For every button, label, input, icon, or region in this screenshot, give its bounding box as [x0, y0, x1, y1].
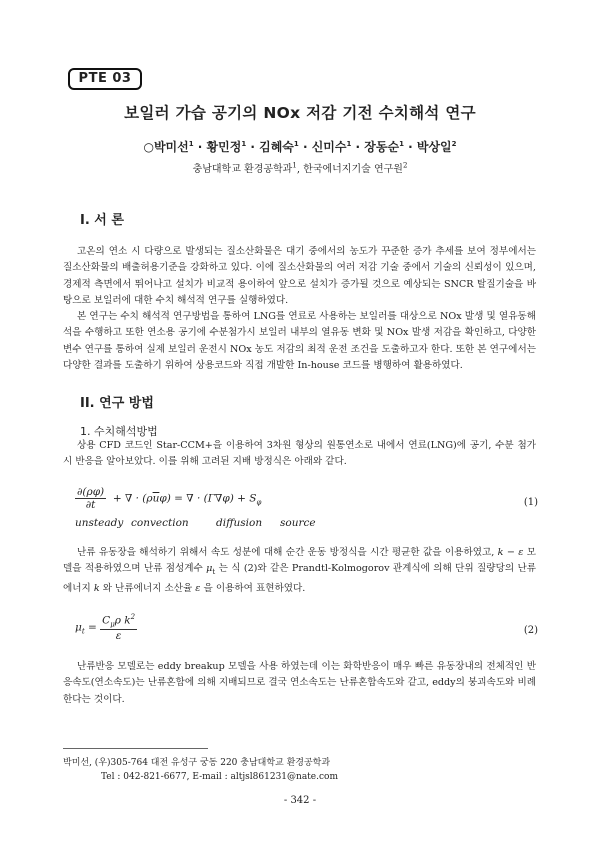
p2-text-i: 을 이용하여 표현하였다. — [200, 582, 306, 594]
footnote-contact: Tel : 042-821-6677, E-mail : altjsl861231@nate.com — [101, 772, 338, 782]
methods-paragraph-2 — [63, 545, 536, 597]
k-symbol: k — [93, 582, 100, 594]
equation-2: $\mu_t$ = $\frac{C_\mu\rho k^2}{\varepsilon}$ — [75, 613, 136, 642]
author-sep: · — [246, 140, 260, 154]
intro-paragraph-2: 본 연구는 수치 해석적 연구방법을 통하여 LNG를 연료로 사용하는 보일러를 대상으로 NOx 발생 및 열유동해석을 수행하고 또한 연소용 공기에 수분첨가시 보일러 내부의 열유동 변화 및 NOx 발생 저감을 확인하고, 다양한 변수 연구를 통하여 실제 보일러 운전시 NOx 농도 저감의 최적 운전 조건을 도출하고자 한다. 또한 본 연구에서는 다양한 결과를 도출하기 위하여 상용코드와 직접 개발한 In-house 코드를 병행하여 활용하였다. — [63, 311, 536, 372]
author-2: 황민정 — [206, 140, 242, 154]
affiliation-1-sup: 1 — [292, 161, 297, 170]
intro-paragraph-1: 고온의 연소 시 다량으로 발생되는 질소산화물은 대기 중에서의 농도가 꾸준한 증가 추세를 보여 정부에서는 질소산화물의 배출허용기준을 강화하고 있다. 이에 질소산화물의 여러 저감 기술 중에서 기술의 신뢰성이 있으며, 경제적 측면에서 뛰어나고 설치가 비교적 용이하여 앞으로 설치가 증가될 것으로 예상되는 SNCR 탈질기술을 바탕으로 보일러에 대한 수치 해석적 연구를 실행하였다. — [63, 246, 536, 307]
equation-1: $\frac{\partial(\rho\varphi)}{\partial t}$ + ∇ · $(\rho\overline{u}\varphi)$ = ∇ · $(\Gamma\nabla\varphi) + S_\varphi$ — [77, 486, 262, 511]
author-6-sup: 2 — [451, 140, 457, 148]
author-2-sup: 1 — [241, 140, 247, 148]
author-sep: · — [403, 140, 417, 154]
author-sep: · — [193, 140, 207, 154]
affiliation-2-sup: 2 — [402, 161, 408, 170]
label-source: source — [280, 517, 316, 529]
author-1: 박미선 — [153, 140, 189, 154]
author-3-sup: 1 — [293, 140, 299, 148]
epsilon-symbol: ε — [195, 582, 201, 594]
equation-2-number: (2) — [523, 625, 538, 636]
presenter-marker: ○ — [143, 140, 154, 154]
k-epsilon-symbol: k − ε — [497, 547, 524, 558]
affiliation-2: , 한국에너지기술 연구원 — [296, 164, 403, 175]
mu-symbol: μ — [206, 563, 213, 575]
page-number: - 342 - — [283, 795, 317, 806]
equation-1-number: (1) — [523, 497, 538, 508]
author-list — [0, 138, 600, 155]
label-unsteady: unsteady — [75, 517, 124, 529]
footnote-address: 박미선, (우)305-764 대전 유성구 궁동 220 충남대학교 환경공학과 — [63, 758, 331, 768]
affiliation-1: 충남대학교 환경공학과 — [192, 164, 293, 175]
footnote-divider — [63, 748, 208, 749]
author-sep: · — [351, 140, 365, 154]
session-tag: PTE 03 — [68, 68, 142, 90]
p2-text-a: 난류 유동장을 해석하기 위해서 속도 성분에 대해 순간 운동 방정식을 시간 평균한 값을 이용하였고, — [77, 547, 498, 558]
subsection-heading-numerical: 1. 수치해석방법 — [80, 425, 158, 438]
author-sep: · — [298, 140, 312, 154]
affiliations — [0, 160, 600, 175]
p2-text-g: 와 난류에너지 소산율 — [99, 582, 196, 594]
author-5: 장동순 — [364, 140, 400, 154]
mu-subscript: t — [212, 568, 216, 577]
author-4: 신미수 — [311, 140, 347, 154]
p2-text-c: 모델을 적용하였으며 난류 점성계수 — [63, 547, 536, 575]
author-4-sup: 1 — [346, 140, 352, 148]
label-convection: convection — [131, 517, 189, 529]
label-diffusion: diffusion — [216, 517, 263, 529]
author-5-sup: 1 — [399, 140, 404, 148]
p2-text-e: 는 식 (2)와 같은 Prandtl-Kolmogorov 관계식에 의해 단위 질량당의 난류에너지 — [63, 563, 536, 594]
section-heading-introduction: I. 서 론 — [80, 213, 124, 228]
methods-paragraph-3: 난류반응 모델로는 eddy breakup 모델을 사용 하였는데 이는 화학반응이 매우 빠른 유동장내의 전체적인 반응속도(연소속도)는 난류혼합에 의해 지배되므로 결국 연소속도는 난류혼합속도와 같고, eddy의 붕괴속도와 비례한다는 것이다. — [63, 661, 536, 705]
section-heading-methods: II. 연구 방법 — [80, 396, 154, 411]
methods-paragraph-1: 상용 CFD 코드인 Star-CCM+을 이용하여 3차원 형상의 원통연소로 내에서 연료(LNG)에 공기, 수분 첨가 시 반응을 알아보았다. 이를 위해 고려된 지배 방정식은 아래와 같다. — [63, 440, 536, 468]
author-6: 박상일 — [416, 140, 452, 154]
author-3: 김혜숙 — [259, 140, 294, 154]
author-1-sup: 1 — [188, 140, 194, 148]
paper-title: 보일러 가습 공기의 NOx 저감 기전 수치해석 연구 — [124, 104, 476, 122]
